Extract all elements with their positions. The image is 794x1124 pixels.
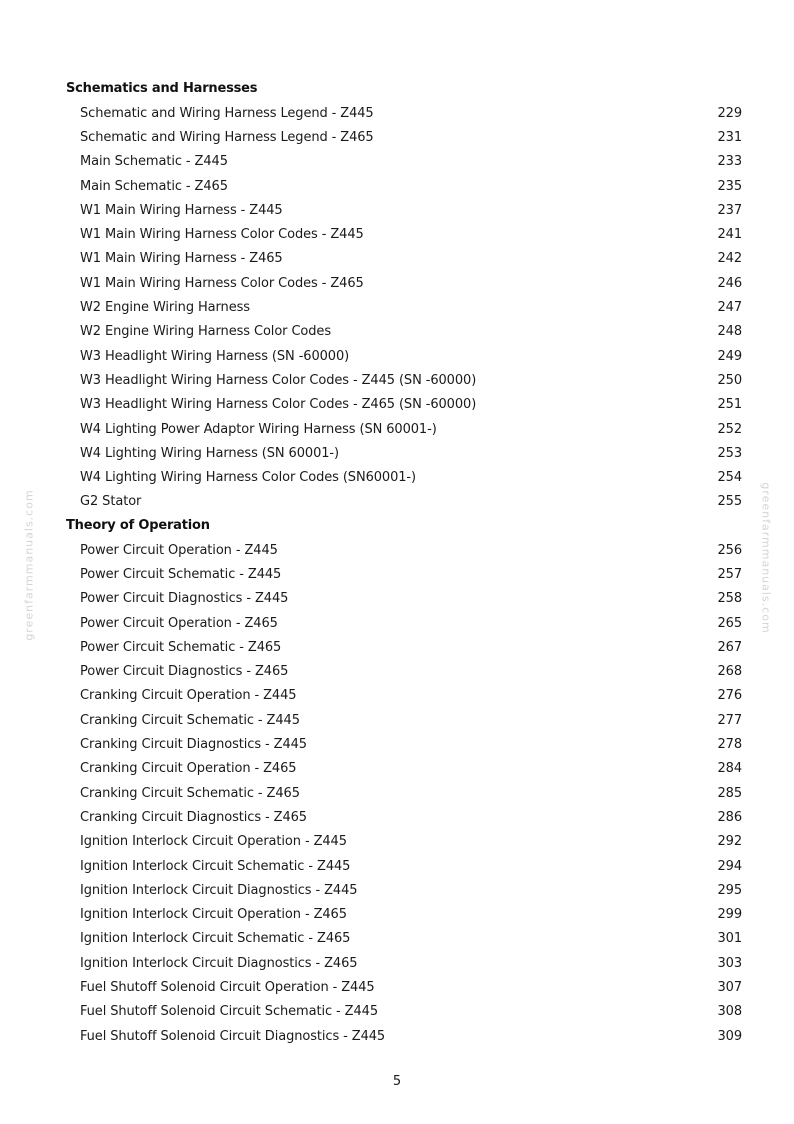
- toc-entry[interactable]: [66, 732, 742, 756]
- toc-entry-page: 235: [717, 178, 742, 194]
- toc-entry-title: W3 Headlight Wiring Harness Color Codes - Z445 (SN -60000): [80, 372, 477, 388]
- toc-entry-title: W1 Main Wiring Harness - Z445: [80, 202, 283, 218]
- toc-entry[interactable]: [66, 757, 742, 781]
- toc-entry-page: 229: [717, 105, 742, 121]
- toc-entry-title: W2 Engine Wiring Harness Color Codes: [80, 324, 332, 340]
- toc-entry-title: W3 Headlight Wiring Harness (SN -60000): [80, 348, 350, 364]
- toc-entry[interactable]: [66, 222, 742, 246]
- toc-entry[interactable]: [66, 1000, 742, 1024]
- toc-entry[interactable]: [66, 708, 742, 732]
- toc-entry-page: 265: [717, 615, 742, 631]
- toc-entry-page: 251: [717, 397, 742, 413]
- toc-entry-title: Power Circuit Schematic - Z445: [80, 566, 282, 582]
- toc-entry-page: 256: [717, 542, 742, 558]
- toc-entry-page: 292: [717, 834, 742, 850]
- toc-entry-page: 286: [717, 809, 742, 825]
- toc-entry-title: Schematic and Wiring Harness Legend - Z445: [80, 105, 374, 121]
- toc-section-theory: [66, 514, 742, 1048]
- toc-entry[interactable]: [66, 903, 742, 927]
- toc-entry-page: 258: [717, 591, 742, 607]
- toc-entry[interactable]: [66, 344, 742, 368]
- toc-entry-title: Power Circuit Diagnostics - Z465: [80, 664, 289, 680]
- watermark-right: greenfarmmanuals.com: [759, 482, 773, 634]
- toc-entry-title: G2 Stator: [80, 494, 142, 510]
- toc-entry-page: 247: [717, 300, 742, 316]
- toc-entry-page: 246: [717, 275, 742, 291]
- toc-entry-list: [66, 101, 742, 514]
- toc-entry-title: Ignition Interlock Circuit Diagnostics - Z445: [80, 882, 358, 898]
- toc-entry[interactable]: [66, 198, 742, 222]
- toc-entry[interactable]: [66, 975, 742, 999]
- toc-entry-page: 307: [717, 980, 742, 996]
- toc-entry[interactable]: [66, 1024, 742, 1048]
- toc-entry[interactable]: [66, 368, 742, 392]
- toc-entry[interactable]: [66, 247, 742, 271]
- toc-entry-page: 237: [717, 202, 742, 218]
- toc-entry[interactable]: [66, 830, 742, 854]
- toc-entry-page: 301: [717, 931, 742, 947]
- toc-entry-title: Ignition Interlock Circuit Diagnostics - Z465: [80, 955, 358, 971]
- toc-entry[interactable]: [66, 805, 742, 829]
- toc-entry-page: 249: [717, 348, 742, 364]
- toc-entry[interactable]: [66, 174, 742, 198]
- toc-entry-title: Ignition Interlock Circuit Operation - Z465: [80, 907, 347, 923]
- toc-entry-page: 277: [717, 712, 742, 728]
- table-of-contents: [66, 77, 742, 1048]
- toc-entry-page: 233: [717, 154, 742, 170]
- toc-entry-title: Fuel Shutoff Solenoid Circuit Schematic - Z445: [80, 1004, 378, 1020]
- toc-entry-title: Ignition Interlock Circuit Operation - Z445: [80, 834, 347, 850]
- toc-entry[interactable]: [66, 465, 742, 489]
- toc-entry-title: W2 Engine Wiring Harness: [80, 300, 250, 316]
- toc-entry[interactable]: [66, 320, 742, 344]
- toc-entry[interactable]: [66, 684, 742, 708]
- toc-entry-title: Ignition Interlock Circuit Schematic - Z465: [80, 931, 351, 947]
- toc-entry-title: W3 Headlight Wiring Harness Color Codes - Z465 (SN -60000): [80, 397, 477, 413]
- toc-entry-title: Cranking Circuit Diagnostics - Z465: [80, 809, 307, 825]
- toc-entry-title: Cranking Circuit Operation - Z445: [80, 688, 297, 704]
- toc-entry-page: 255: [717, 494, 742, 510]
- toc-entry[interactable]: [66, 562, 742, 586]
- toc-entry-title: Cranking Circuit Diagnostics - Z445: [80, 737, 307, 753]
- toc-entry[interactable]: [66, 417, 742, 441]
- toc-entry-page: 253: [717, 445, 742, 461]
- toc-entry[interactable]: [66, 101, 742, 125]
- toc-entry[interactable]: [66, 781, 742, 805]
- toc-entry-page: 267: [717, 639, 742, 655]
- toc-entry[interactable]: [66, 490, 742, 514]
- toc-entry-page: 303: [717, 955, 742, 971]
- toc-entry-page: 278: [717, 737, 742, 753]
- toc-entry-page: 241: [717, 227, 742, 243]
- toc-entry-page: 284: [717, 761, 742, 777]
- toc-entry-title: Main Schematic - Z445: [80, 154, 228, 170]
- toc-entry[interactable]: [66, 854, 742, 878]
- toc-entry[interactable]: [66, 660, 742, 684]
- toc-entry-title: Main Schematic - Z465: [80, 178, 228, 194]
- toc-entry-page: 309: [717, 1028, 742, 1044]
- toc-entry-title: Power Circuit Operation - Z445: [80, 542, 278, 558]
- toc-entry[interactable]: [66, 611, 742, 635]
- toc-entry-title: Cranking Circuit Schematic - Z465: [80, 785, 300, 801]
- toc-entry-page: 257: [717, 566, 742, 582]
- toc-entry-title: W4 Lighting Wiring Harness (SN 60001-): [80, 445, 339, 461]
- toc-entry-title: W1 Main Wiring Harness Color Codes - Z445: [80, 227, 364, 243]
- toc-entry-title: Fuel Shutoff Solenoid Circuit Diagnostics - Z445: [80, 1028, 386, 1044]
- toc-entry[interactable]: [66, 393, 742, 417]
- toc-entry-page: 299: [717, 907, 742, 923]
- toc-entry-page: 250: [717, 372, 742, 388]
- section-title: Theory of Operation: [66, 518, 210, 534]
- toc-entry-title: Power Circuit Schematic - Z465: [80, 639, 282, 655]
- toc-entry-page: 295: [717, 882, 742, 898]
- toc-entry-page: 268: [717, 664, 742, 680]
- watermark-left: greenfarmmanuals.com: [22, 489, 36, 641]
- toc-entry[interactable]: [66, 951, 742, 975]
- toc-entry-title: Cranking Circuit Schematic - Z445: [80, 712, 300, 728]
- toc-entry-title: Power Circuit Operation - Z465: [80, 615, 278, 631]
- toc-entry-title: Schematic and Wiring Harness Legend - Z465: [80, 129, 374, 145]
- toc-entry[interactable]: [66, 538, 742, 562]
- toc-entry-page: 276: [717, 688, 742, 704]
- toc-entry-title: W4 Lighting Wiring Harness Color Codes (SN60001-): [80, 470, 416, 486]
- toc-entry-page: 242: [717, 251, 742, 267]
- toc-entry[interactable]: [66, 125, 742, 149]
- page-number: 5: [392, 1074, 402, 1089]
- toc-entry-title: Cranking Circuit Operation - Z465: [80, 761, 297, 777]
- toc-entry-title: W1 Main Wiring Harness - Z465: [80, 251, 283, 267]
- toc-entry[interactable]: [66, 927, 742, 951]
- section-title: Schematics and Harnesses: [66, 81, 258, 96]
- toc-entry-page: 294: [717, 858, 742, 874]
- toc-entry-page: 248: [717, 324, 742, 340]
- toc-entry[interactable]: [66, 271, 742, 295]
- toc-entry-list: [66, 538, 742, 1048]
- toc-entry-title: Power Circuit Diagnostics - Z445: [80, 591, 289, 607]
- toc-section-schematics: [66, 77, 742, 514]
- toc-entry[interactable]: [66, 295, 742, 319]
- toc-entry-page: 285: [717, 785, 742, 801]
- toc-entry-page: 252: [717, 421, 742, 437]
- toc-entry-page: 254: [717, 470, 742, 486]
- toc-entry[interactable]: [66, 150, 742, 174]
- toc-entry[interactable]: [66, 878, 742, 902]
- toc-entry-page: 231: [717, 129, 742, 145]
- toc-entry-title: Fuel Shutoff Solenoid Circuit Operation - Z445: [80, 980, 375, 996]
- toc-entry-page: 308: [717, 1004, 742, 1020]
- toc-entry[interactable]: [66, 635, 742, 659]
- toc-entry-title: W4 Lighting Power Adaptor Wiring Harness (SN 60001-): [80, 421, 437, 437]
- toc-entry[interactable]: [66, 587, 742, 611]
- toc-entry-title: W1 Main Wiring Harness Color Codes - Z465: [80, 275, 364, 291]
- toc-entry-title: Ignition Interlock Circuit Schematic - Z445: [80, 858, 351, 874]
- toc-entry[interactable]: [66, 441, 742, 465]
